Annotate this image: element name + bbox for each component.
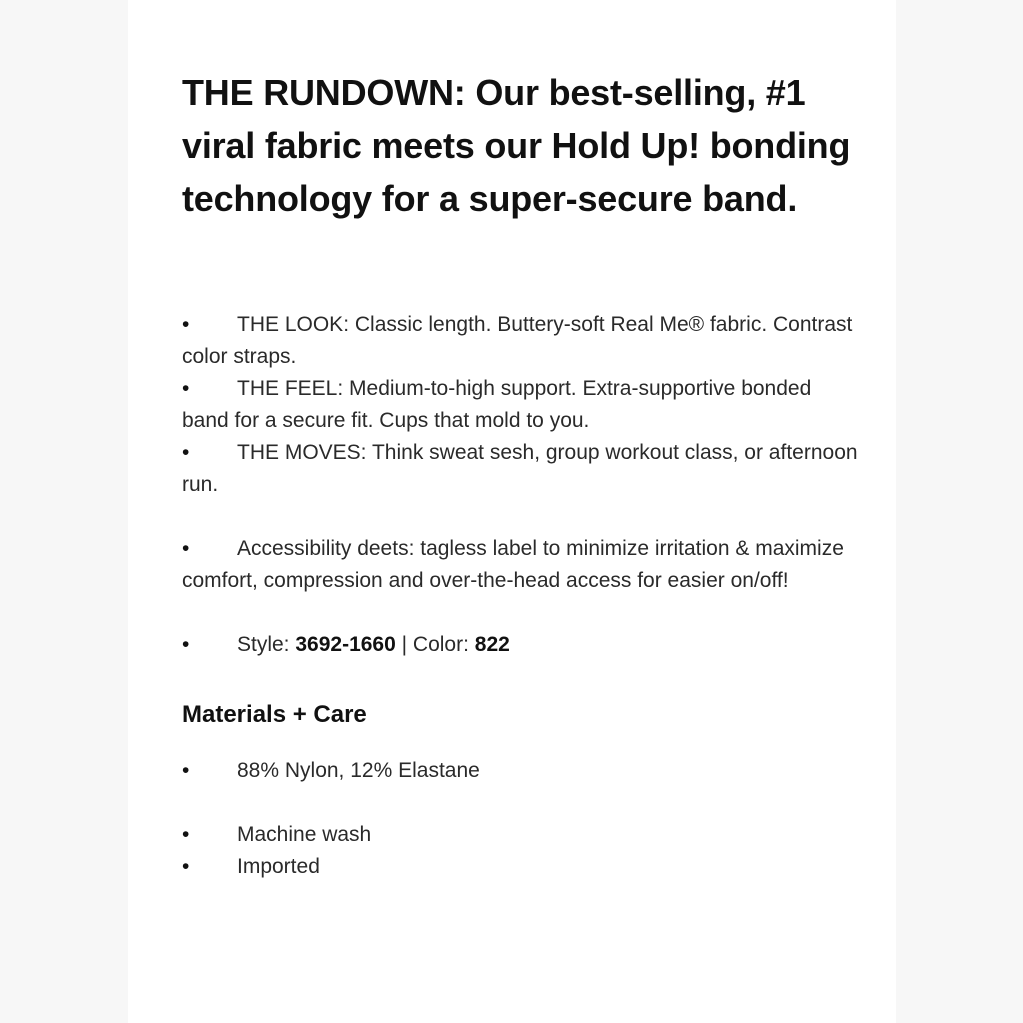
bullet-icon: • xyxy=(182,855,190,878)
bullet-icon: • xyxy=(182,441,190,464)
materials-care-heading: Materials + Care xyxy=(182,701,367,728)
materials-care-list xyxy=(182,755,862,883)
rundown-headline: THE RUNDOWN: Our best-selling, #1 viral fabric meets our Hold Up! bonding technology for a super-secure band. xyxy=(182,72,851,219)
product-description-page xyxy=(128,0,896,1023)
bullet-icon: • xyxy=(182,313,190,336)
style-color-item xyxy=(182,629,862,661)
bullet-icon: • xyxy=(182,823,190,846)
bullet-icon: • xyxy=(182,377,190,400)
bullet-icon: • xyxy=(182,759,190,782)
feature-feel: • THE FEEL: Medium-to-high support. Extra-supportive bonded band for a secure fit. Cups that mold to you. xyxy=(182,373,862,437)
accessibility-item: • Accessibility deets: tagless label to minimize irritation & maximize comfort, compression and over-the-head access for easier on/off! xyxy=(182,533,862,597)
care-item-imported: • Imported xyxy=(182,851,862,883)
bullet-icon: • xyxy=(182,537,190,560)
bullet-icon: • xyxy=(182,633,190,656)
color-label: Color: xyxy=(412,633,475,656)
color-number: 822 xyxy=(474,633,510,656)
style-number: 3692-1660 xyxy=(295,633,396,656)
feature-moves: • THE MOVES: Think sweat sesh, group workout class, or afternoon run. xyxy=(182,437,862,501)
feature-look: • THE LOOK: Classic length. Buttery-soft Real Me® fabric. Contrast color straps. xyxy=(182,309,862,373)
style-label: Style: xyxy=(237,633,296,656)
care-item-wash: • Machine wash xyxy=(182,819,862,851)
material-item: • 88% Nylon, 12% Elastane xyxy=(182,755,862,787)
product-description xyxy=(182,66,862,883)
separator: | xyxy=(395,633,413,656)
feature-list xyxy=(182,309,862,661)
